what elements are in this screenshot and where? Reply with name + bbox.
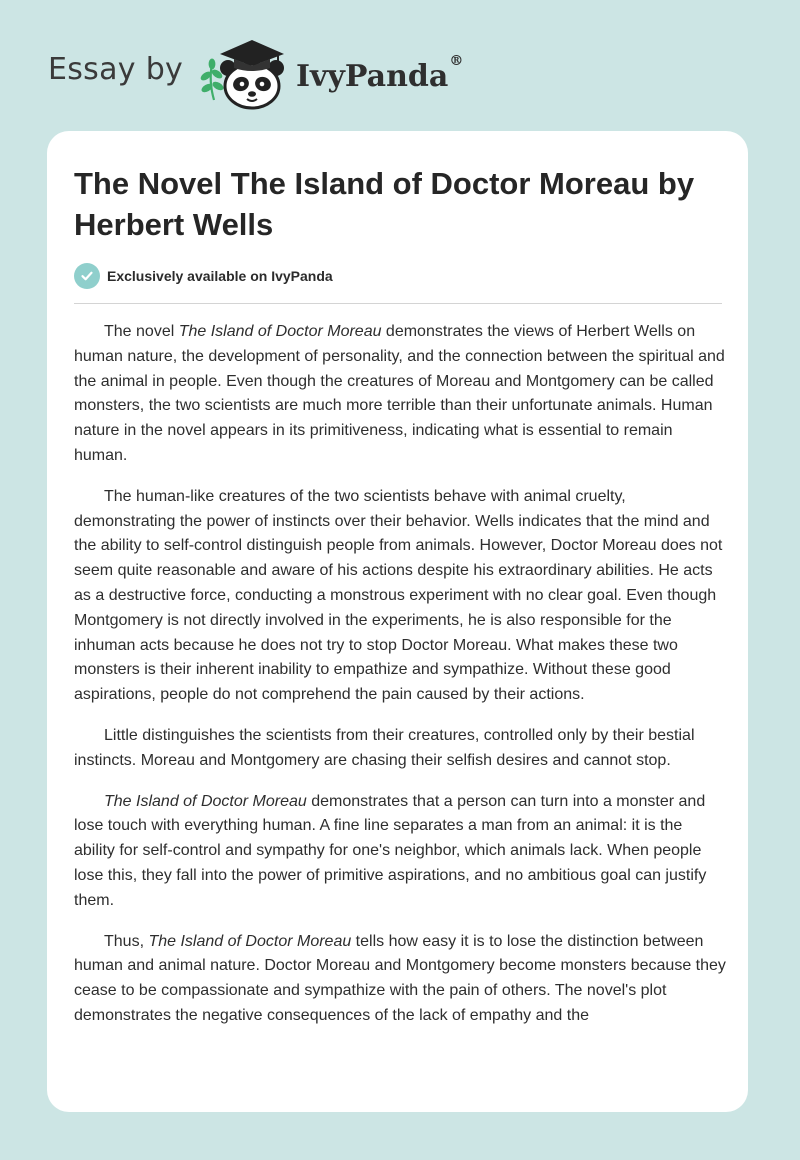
brand-wordmark[interactable] xyxy=(296,51,463,97)
title-divider xyxy=(74,303,722,304)
paragraph-5-lead: Thus, xyxy=(104,932,149,950)
check-icon xyxy=(74,263,100,289)
essay-by-label: Essay by xyxy=(48,52,184,87)
paragraph-1 xyxy=(74,320,726,469)
panda-graduate-icon[interactable] xyxy=(198,34,290,110)
paragraph-5 xyxy=(74,930,726,1029)
exclusive-badge-label: Exclusively available on IvyPanda xyxy=(107,268,333,284)
paragraph-5-text: tells how easy it is to lose the distinction between human and animal nature. Doctor Moreau and Montgomery become monsters because they cease to be compassionate and sympathize with the pain of others. The novel's plot demonstrates the negative consequences of the lack of empathy and the xyxy=(74,932,726,1024)
paragraph-2: The human-like creatures of the two scientists behave with animal cruelty, demonstrating the power of instincts over their behavior. Wells indicates that the mind and the ability to self-control distinguish people from animals. However, Doctor Moreau does not seem quite reasonable and aware of his actions despite his extraordinary abilities. He acts as a destructive force, conducting a monstrous experiment with no clear goal. Even though Montgomery is not directly involved in the experiments, he is also responsible for the inhuman acts because he does not try to stop Doctor Moreau. What makes these two monsters is their inherent inability to empathize and sympathize. Without these good aspirations, people do not comprehend the pain caused by their actions. xyxy=(74,487,723,704)
essay-body xyxy=(74,320,726,1045)
brand-name: IvyPanda xyxy=(296,59,449,94)
paragraph-3: Little distinguishes the scientists from their creatures, controlled only by their bestial instincts. Moreau and Montgomery are chasing their selfish desires and cannot stop. xyxy=(74,726,695,769)
book-title: The Island of Doctor Moreau xyxy=(104,792,307,810)
paragraph-4-text: demonstrates that a person can turn into a monster and lose touch with everything human. A fine line separates a man from an animal: it is the ability for self-control and sympathy for one's neighbor, which animals lack. When people lose this, they fall into the power of primitive aspirations, and no ambitious goal can justify them. xyxy=(74,792,707,909)
paragraph-4 xyxy=(74,790,726,914)
book-title: The Island of Doctor Moreau xyxy=(178,323,382,340)
essay-title: The Novel The Island of Doctor Moreau by Herbert Wells xyxy=(74,166,695,242)
book-title: The Island of Doctor Moreau xyxy=(148,932,352,950)
paragraph-1-lead: The novel xyxy=(104,323,179,340)
site-header xyxy=(0,0,800,130)
essay-card xyxy=(47,131,748,1112)
exclusive-badge xyxy=(74,263,333,289)
registered-mark: ® xyxy=(449,53,464,69)
paragraph-1-text: demonstrates the views of Herbert Wells on human nature, the development of personality, and the connection between the spiritual and the animal in people. Even though the creatures of Moreau and Montgomery can be called monsters, the two scientists are much more terrible than their unfortunate animals. Human nature in the novel appears in its primitiveness, indicating what is essential to remain human. xyxy=(74,323,725,464)
